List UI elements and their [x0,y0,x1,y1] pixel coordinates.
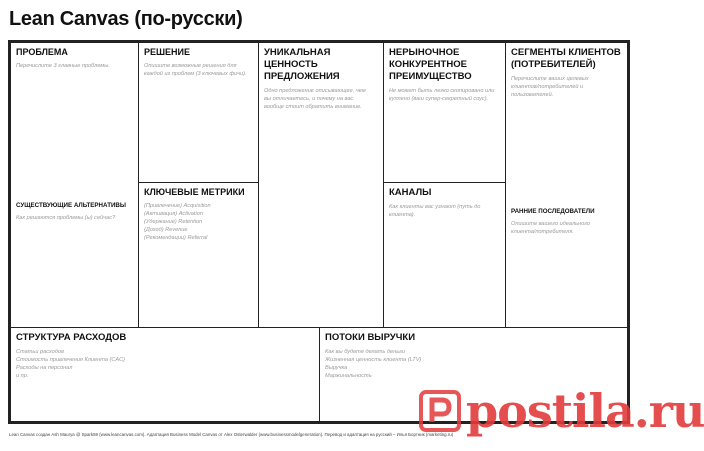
customer-segments-hint: Перечислите ваших целевых клиентов/потребителей и пользователей. [511,76,589,98]
revenue-streams-hint: Как вы будете делать деньги Жизненная ценность клиента (LTV) Выручка Маржинальность [325,349,422,379]
solution-block[interactable] [138,42,259,183]
postila-logo-icon [418,389,462,433]
alternatives-hint: Как решаются проблемы (ы) сейчас? [16,215,116,221]
revenue-streams-title: ПОТОКИ ВЫРУЧКИ [325,332,416,343]
channels-hint: Как клиенты вас узнают (путь до клиента). [389,204,481,218]
postila-watermark [418,384,704,438]
cost-structure-title: СТРУКТУРА РАСХОДОВ [16,332,127,343]
postila-wordmark: postila.ru [466,384,704,438]
page-title: Lean Canvas (по-русски) [9,8,243,30]
key-metrics-hint: (Привлечение) Acquisition (Активация) Activation (Удержание) Retention (Доход) Revenue (Рекомендации) Referral [144,203,211,241]
early-adopters-title: РАННИЕ ПОСЛЕДОВАТЕЛИ [511,208,595,215]
problem-title: ПРОБЛЕМА [16,47,68,57]
customer-segments-title: СЕГМЕНТЫ КЛИЕНТОВ (ПОТРЕБИТЕЛЕЙ) [511,47,621,70]
solution-title: РЕШЕНИЕ [144,47,191,57]
cost-structure-hint: Статьи расходов Стоимость привлечения Клиента (CAC) Расходы на персонал и пр. [16,349,126,379]
lean-canvas-board [8,40,630,424]
unfair-advantage-title: НЕРЫНОЧНОЕ КОНКУРЕНТНОЕ ПРЕИМУЩЕСТВО [389,47,472,82]
problem-block[interactable] [10,42,139,328]
uvp-title: УНИКАЛЬНАЯ ЦЕННОСТЬ ПРЕДЛОЖЕНИЯ [264,47,340,82]
solution-hint: Опишите возможные решения для каждой из проблем (3 ключевых фичи). [144,63,247,77]
unfair-advantage-hint: Не может быть легко скопировано или куплено (ваш супер-секретный соус). [389,88,495,102]
channels-block[interactable] [383,182,506,328]
key-metrics-block[interactable] [138,182,259,328]
key-metrics-title: КЛЮЧЕВЫЕ МЕТРИКИ [144,187,245,197]
unfair-advantage-block[interactable] [383,42,506,183]
alternatives-title: СУЩЕСТВУЮЩИЕ АЛЬТЕРНАТИВЫ [16,202,126,209]
uvp-hint: Одно предложение описывающее, чем вы отличаетесь, и почему на вас вообще стоит обратить внимание. [264,88,366,110]
unique-value-proposition-block[interactable] [258,42,384,328]
footer-credits: Lean Canvas создан Ash Maurya @ Spark59 (www.leancanvas.com). Адаптация Business Model Canvas от Alex Osterwalder (www.businessmodelgeneration). Перевод и адаптация на русский – Илья Бортник (marketing.ru) [9,432,454,437]
problem-hint: Перечислите 3 главные проблемы. [16,63,110,69]
early-adopters-hint: Опишите вашего идеального клиента/потребителя. [511,221,591,235]
customer-segments-block[interactable] [505,42,628,328]
channels-title: КАНАЛЫ [389,187,432,198]
cost-structure-block[interactable] [10,327,320,422]
